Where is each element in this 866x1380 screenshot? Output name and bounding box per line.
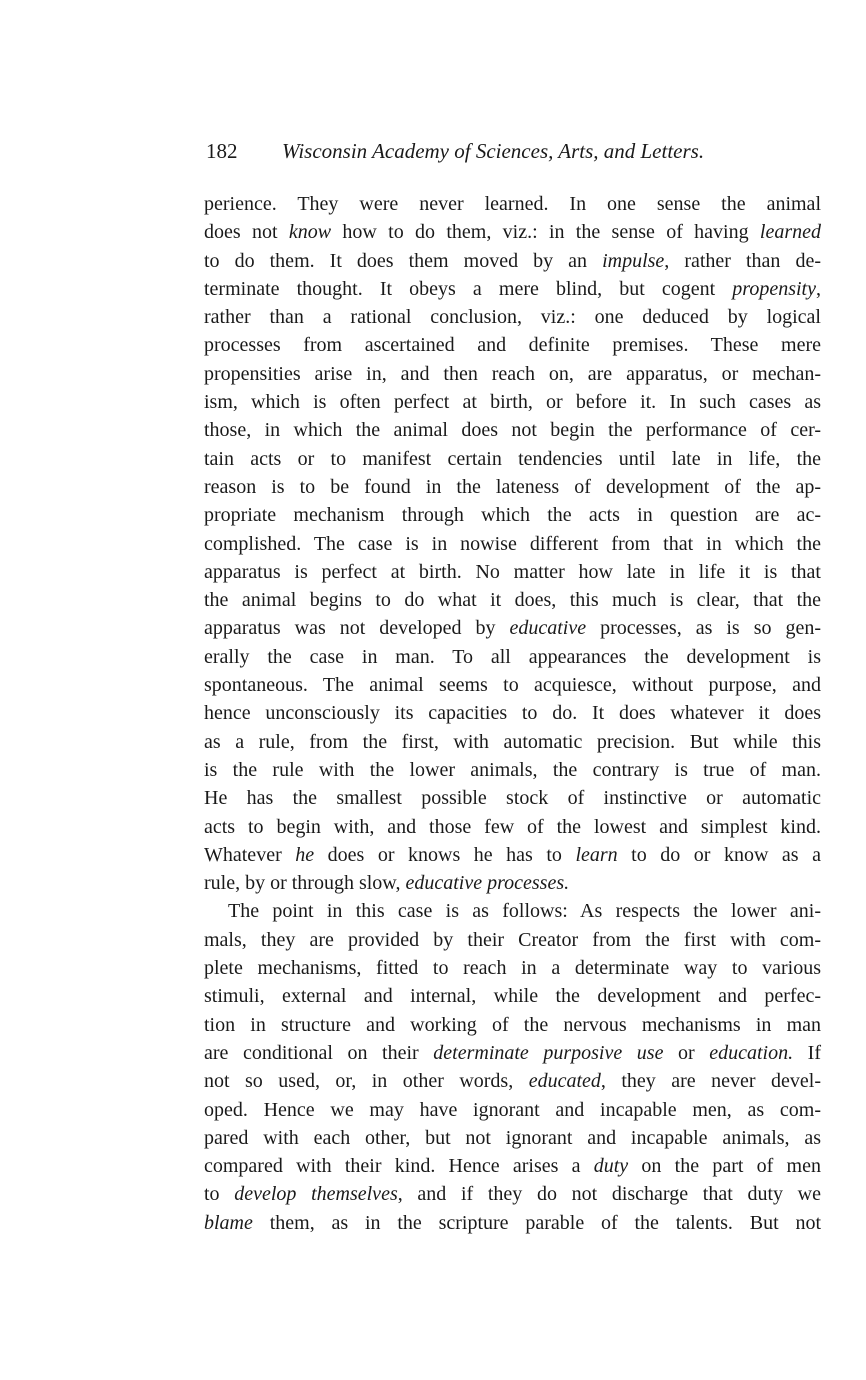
text-segment: is the rule with the lower animals, the contrary is true of man.	[204, 758, 821, 781]
text-segment: to	[204, 1183, 235, 1206]
text-segment: to do them. It does them moved by an	[204, 249, 603, 272]
text-line	[204, 501, 821, 529]
text-segment: does or knows he has to	[314, 843, 576, 866]
text-segment: not so used, or, in other words,	[204, 1070, 529, 1093]
text-line	[204, 1096, 821, 1124]
text-segment: plete mechanisms, fitted to reach in a determinate way to various	[204, 957, 821, 980]
text-line	[204, 416, 821, 444]
text-line	[204, 586, 821, 614]
text-segment: does not	[204, 221, 289, 244]
text-segment: the animal begins to do what it does, this much is clear, that the	[204, 589, 821, 612]
text-line	[204, 360, 821, 388]
text-line	[204, 445, 821, 473]
text-line	[204, 869, 821, 897]
italic-text: education.	[709, 1041, 794, 1064]
text-segment: tion in structure and working of the nervous mechanisms in man	[204, 1013, 821, 1036]
text-segment: are conditional on their	[204, 1041, 434, 1064]
italic-text: impulse	[602, 249, 665, 272]
running-head	[206, 136, 816, 166]
text-line	[204, 247, 821, 275]
text-segment: perience. They were never learned. In one sense the animal	[204, 193, 821, 215]
text-line	[204, 671, 821, 699]
text-segment: , rather than de-	[664, 249, 821, 272]
text-line	[204, 331, 821, 359]
text-line	[204, 558, 821, 586]
italic-text: educative processes.	[405, 872, 570, 895]
text-segment: , and if they do not discharge that duty we	[397, 1183, 821, 1206]
text-segment: compared with their kind. Hence arises a	[204, 1155, 594, 1178]
text-line	[204, 699, 821, 727]
text-line	[204, 926, 821, 954]
text-line	[204, 982, 821, 1010]
text-line	[204, 1011, 821, 1039]
italic-text: educative	[509, 617, 587, 640]
text-segment: hence unconsciously its capacities to do. It does whatever it does	[204, 702, 821, 725]
italic-text: know	[288, 221, 332, 244]
text-segment: spontaneous. The animal seems to acquiesce, without purpose, and	[204, 674, 821, 697]
text-line	[204, 1209, 821, 1237]
journal-title: Wisconsin Academy of Sciences, Arts, and Letters.	[282, 139, 705, 163]
text-segment: propriate mechanism through which the acts in question are ac-	[204, 504, 821, 527]
text-segment: as a rule, from the first, with automatic precision. But while this	[204, 730, 821, 753]
text-line	[204, 954, 821, 982]
italic-text: learned	[759, 221, 822, 244]
text-segment: stimuli, external and internal, while the development and perfec-	[204, 985, 821, 1008]
text-line	[204, 841, 821, 869]
text-line	[204, 643, 821, 671]
text-segment: The point in this case is as follows: As respects the lower ani-	[228, 900, 821, 923]
text-segment: propensities arise in, and then reach on, are apparatus, or mechan-	[204, 362, 821, 385]
text-segment: apparatus is perfect at birth. No matter how late in life it is that	[204, 560, 821, 583]
text-line	[204, 1152, 821, 1180]
italic-text: blame	[204, 1211, 253, 1234]
text-segment: processes from ascertained and definite premises. These mere	[204, 334, 821, 357]
text-line	[204, 756, 821, 784]
body-text	[204, 190, 821, 1237]
text-segment: oped. Hence we may have ignorant and incapable men, as com-	[204, 1098, 821, 1121]
text-line	[204, 1124, 821, 1152]
text-line	[204, 1039, 821, 1067]
text-segment: or	[663, 1041, 710, 1064]
text-segment: tain acts or to manifest certain tendencies until late in life, the	[204, 447, 821, 470]
italic-text: learn	[575, 843, 618, 866]
italic-text: duty	[593, 1155, 629, 1178]
text-segment: them, as in the scripture parable of the talents. But not	[252, 1211, 821, 1234]
text-segment: how to do them, viz.: in the sense of having	[331, 221, 760, 244]
text-line	[204, 218, 821, 246]
text-segment: those, in which the animal does not begin the performance of cer-	[204, 419, 821, 442]
italic-text: determinate purposive use	[433, 1041, 664, 1064]
text-segment: pared with each other, but not ignorant and incapable animals, as	[204, 1126, 821, 1149]
text-segment: apparatus was not developed by	[204, 617, 510, 640]
text-line	[204, 1180, 821, 1208]
text-segment: If	[793, 1041, 822, 1064]
text-segment: He has the smallest possible stock of instinctive or automatic	[204, 787, 821, 810]
text-line	[204, 813, 821, 841]
text-segment: to do or know as a	[617, 843, 821, 866]
text-segment: terminate thought. It obeys a mere blind, but cogent	[204, 277, 733, 300]
page-number: 182	[206, 139, 238, 163]
text-line	[204, 190, 821, 218]
text-line	[204, 473, 821, 501]
text-segment: rather than a rational conclusion, viz.: one deduced by logical	[204, 306, 821, 329]
text-line	[204, 303, 821, 331]
italic-text: educated	[528, 1070, 601, 1093]
text-segment: mals, they are provided by their Creator from the first with com-	[204, 928, 821, 951]
text-line	[204, 388, 821, 416]
text-line	[204, 1067, 821, 1095]
text-segment: ,	[816, 277, 821, 300]
text-segment: erally the case in man. To all appearances the development is	[204, 645, 821, 668]
text-segment: rule, by or through slow,	[204, 872, 406, 895]
text-segment: reason is to be found in the lateness of development of the ap-	[204, 475, 821, 498]
text-segment: ism, which is often perfect at birth, or before it. In such cases as	[204, 391, 821, 414]
text-segment: processes, as is so gen-	[586, 617, 821, 640]
italic-text: he	[295, 843, 315, 866]
text-line	[204, 897, 821, 925]
text-line	[204, 275, 821, 303]
italic-text: propensity	[732, 277, 816, 300]
text-segment: on the part of men	[628, 1155, 821, 1178]
text-segment: complished. The case is in nowise different from that in which the	[204, 532, 821, 555]
text-line	[204, 614, 821, 642]
italic-text: develop themselves	[234, 1183, 398, 1206]
text-line	[204, 530, 821, 558]
text-segment: , they are never devel-	[600, 1070, 822, 1093]
text-segment: Whatever	[204, 843, 296, 866]
text-line	[204, 728, 821, 756]
text-segment: acts to begin with, and those few of the lowest and simplest kind.	[204, 815, 821, 838]
text-line	[204, 784, 821, 812]
